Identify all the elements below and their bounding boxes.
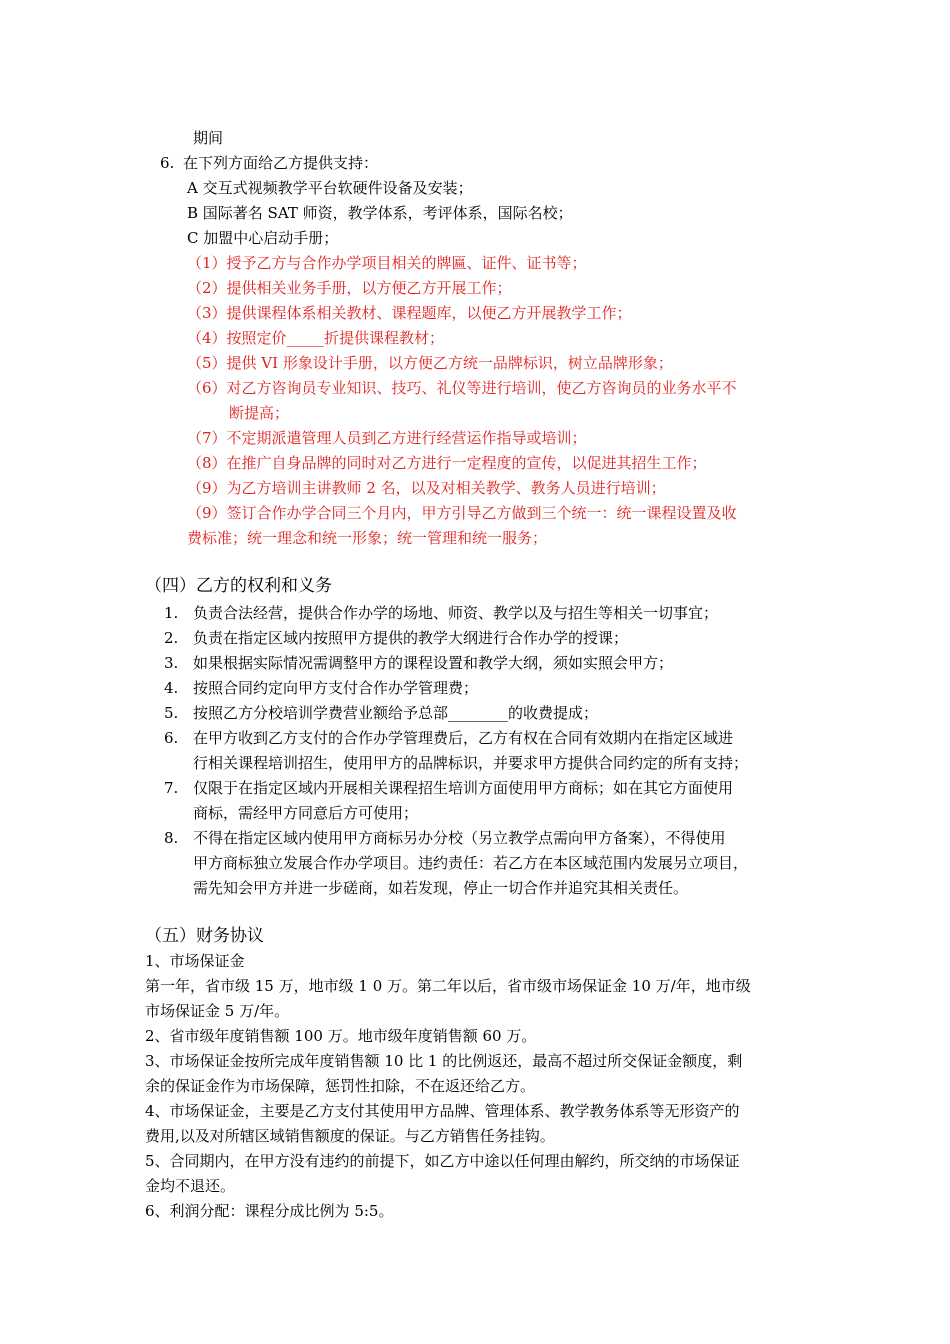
- s4-num-2: 2.: [164, 629, 179, 647]
- s4-num-8: 8.: [164, 829, 179, 847]
- continuation-text: 期间: [193, 129, 224, 147]
- s4-line-6-cont: 行相关课程培训招生，使用甲方的品牌标识，并要求甲方提供合同约定的所有支持；: [193, 754, 749, 772]
- support-item-2: （2）提供相关业务手册，以方便乙方开展工作；: [187, 279, 512, 297]
- support-item-3: （3）提供课程体系相关教材、课程题库，以便乙方开展教学工作；: [187, 304, 632, 322]
- support-item-9b: （9）签订合作办学合同三个月内，甲方引导乙方做到三个统一：统一课程设置及收: [187, 504, 737, 522]
- s4-num-4: 4.: [164, 679, 179, 697]
- support-item-9a: （9）为乙方培训主讲教师 2 名，以及对相关教学、教务人员进行培训；: [187, 479, 666, 497]
- s5-line-3: 市场保证金 5 万/年。: [145, 1002, 290, 1020]
- support-item-8: （8）在推广自身品牌的同时对乙方进行一定程度的宣传，以促进其招生工作；: [187, 454, 707, 472]
- item-6-text: 在下列方面给乙方提供支持：: [183, 154, 379, 172]
- s4-num-5: 5.: [164, 704, 179, 722]
- sub-item-a: A 交互式视频教学平台软硬件设备及安装；: [187, 179, 473, 197]
- support-item-9b-cont: 费标准；统一理念和统一形象；统一管理和统一服务；: [187, 529, 548, 547]
- s5-line-9: 5、合同期内，在甲方没有违约的前提下，如乙方中途以任何理由解约，所交纳的市场保证: [145, 1152, 740, 1170]
- item-6-number: 6.: [160, 154, 175, 172]
- section-4-heading: （四）乙方的权利和义务: [145, 576, 332, 596]
- section-5-heading: （五）财务协议: [145, 926, 264, 946]
- s4-num-3: 3.: [164, 654, 179, 672]
- s4-line-7: 仅限于在指定区域内开展相关课程招生培训方面使用甲方商标；如在其它方面使用: [193, 779, 734, 797]
- s4-line-8-cont-2: 需先知会甲方并进一步磋商，如若发现，停止一切合作并追究其相关责任。: [193, 879, 689, 897]
- support-item-7: （7）不定期派遣管理人员到乙方进行经营运作指导或培训；: [187, 429, 587, 447]
- s5-line-10: 金均不退还。: [145, 1177, 236, 1195]
- s4-line-4: 按照合同约定向甲方支付合作办学管理费；: [193, 679, 479, 697]
- s5-line-11: 6、利润分配：课程分成比例为 5:5。: [145, 1202, 394, 1220]
- s4-num-6: 6.: [164, 729, 179, 747]
- s5-line-8: 费用,以及对所辖区域销售额度的保证。与乙方销售任务挂钩。: [145, 1127, 555, 1145]
- support-item-6-cont: 断提高；: [229, 404, 290, 422]
- sub-item-c: C 加盟中心启动手册；: [187, 229, 339, 247]
- s4-line-7-cont: 商标，需经甲方同意后方可使用；: [193, 804, 419, 822]
- support-item-6: （6）对乙方咨询员专业知识、技巧、礼仪等进行培训，使乙方咨询员的业务水平不: [187, 379, 737, 397]
- support-item-5: （5）提供 VI 形象设计手册，以方便乙方统一品牌标识，树立品牌形象；: [187, 354, 673, 372]
- sub-item-b: B 国际著名 SAT 师资，教学体系，考评体系，国际名校；: [187, 204, 573, 222]
- s4-line-6: 在甲方收到乙方支付的合作办学管理费后，乙方有权在合同有效期内在指定区域进: [193, 729, 734, 747]
- s5-line-5: 3、市场保证金按所完成年度销售额 10 比 1 的比例返还，最高不超过所交保证金额度，剩: [145, 1052, 743, 1070]
- s5-line-1: 1、市场保证金: [145, 952, 245, 970]
- s5-line-7: 4、市场保证金，主要是乙方支付其使用甲方品牌、管理体系、教学教务体系等无形资产的: [145, 1102, 740, 1120]
- s4-line-8-cont-1: 甲方商标独立发展合作办学项目。违约责任：若乙方在本区域范围内发展另立项目，: [193, 854, 749, 872]
- s4-line-8: 不得在指定区域内使用甲方商标另办分校（另立教学点需向甲方备案），不得使用: [193, 829, 726, 847]
- s4-num-7: 7.: [164, 779, 179, 797]
- s5-line-4: 2、省市级年度销售额 100 万。地市级年度销售额 60 万。: [145, 1027, 537, 1045]
- s5-line-2: 第一年，省市级 15 万，地市级 1 0 万。第二年以后，省市级市场保证金 10 万/年，地市级: [145, 977, 751, 995]
- s4-line-1: 负责合法经营，提供合作办学的场地、师资、教学以及与招生等相关一切事宜；: [193, 604, 719, 622]
- support-item-4: （4）按照定价_____折提供课程教材；: [187, 329, 445, 347]
- s4-line-2: 负责在指定区域内按照甲方提供的教学大纲进行合作办学的授课；: [193, 629, 629, 647]
- s4-line-5: 按照乙方分校培训学费营业额给予总部________的收费提成；: [193, 704, 599, 722]
- s5-line-6: 余的保证金作为市场保障，惩罚性扣除，不在返还给乙方。: [145, 1077, 536, 1095]
- s4-num-1: 1.: [164, 604, 179, 622]
- support-item-1: （1）授予乙方与合作办学项目相关的牌匾、证件、证书等；: [187, 254, 587, 272]
- s4-line-3: 如果根据实际情况需调整甲方的课程设置和教学大纲，须如实照会甲方；: [193, 654, 674, 672]
